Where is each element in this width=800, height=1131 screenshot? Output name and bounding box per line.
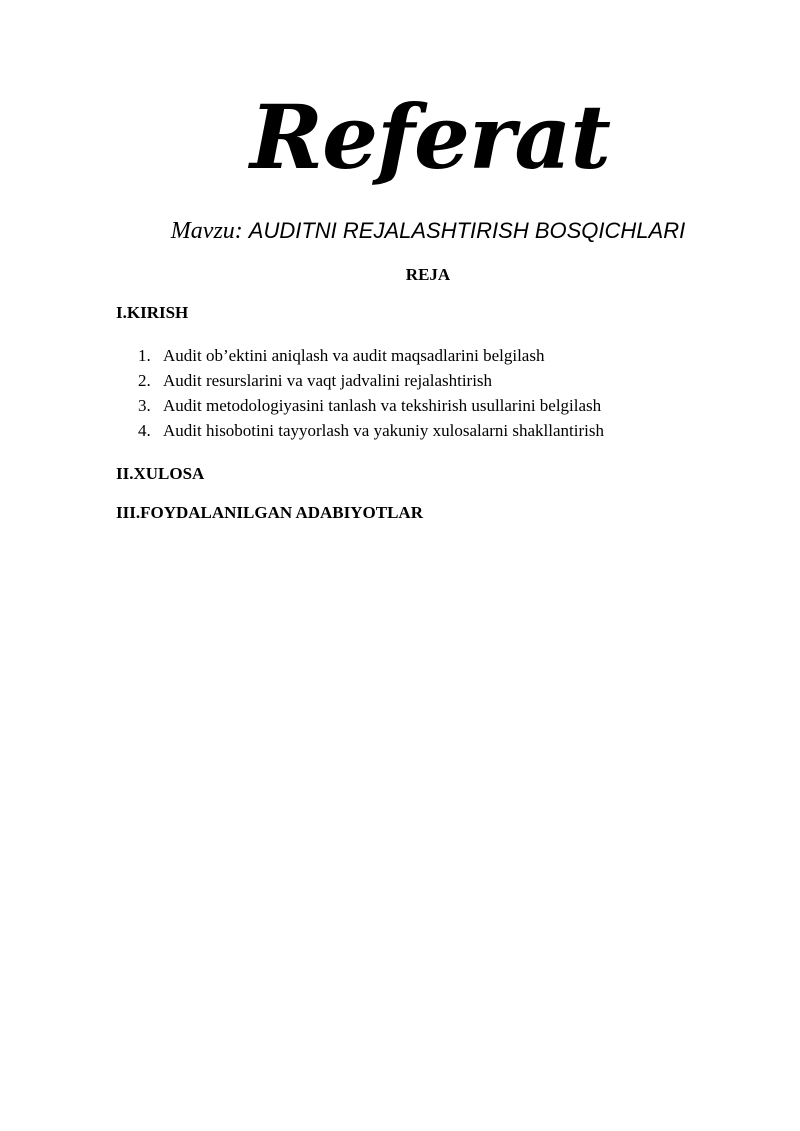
section-heading-references: III.FOYDALANILGAN ADABIYOTLAR	[116, 503, 423, 522]
list-item-number: 1.	[138, 346, 151, 365]
section-heading-introduction: I.KIRISH	[116, 303, 189, 322]
list-item-text: Audit ob’ektini aniqlash va audit maqsadlarini belgilash	[163, 346, 545, 365]
subtitle-topic: AUDITNI REJALASHTIRISH BOSQICHLARI	[248, 218, 686, 243]
list-item-number: 3.	[138, 396, 151, 415]
list-item-text: Audit resurslarini va vaqt jadvalini rejalashtirish	[163, 371, 493, 390]
subtitle-prefix: Mavzu:	[170, 218, 243, 244]
plan-heading: REJA	[405, 265, 451, 284]
document-title: Referat	[250, 85, 610, 189]
list-item-number: 2.	[138, 371, 151, 390]
list-item-text: Audit metodologiyasini tanlash va tekshirish usullarini belgilash	[163, 396, 602, 415]
list-item-number: 4.	[138, 421, 151, 440]
list-item-text: Audit hisobotini tayyorlash va yakuniy xulosalarni shakllantirish	[163, 421, 604, 440]
section-heading-conclusion: II.XULOSA	[116, 464, 205, 483]
document-subtitle	[0, 215, 800, 247]
